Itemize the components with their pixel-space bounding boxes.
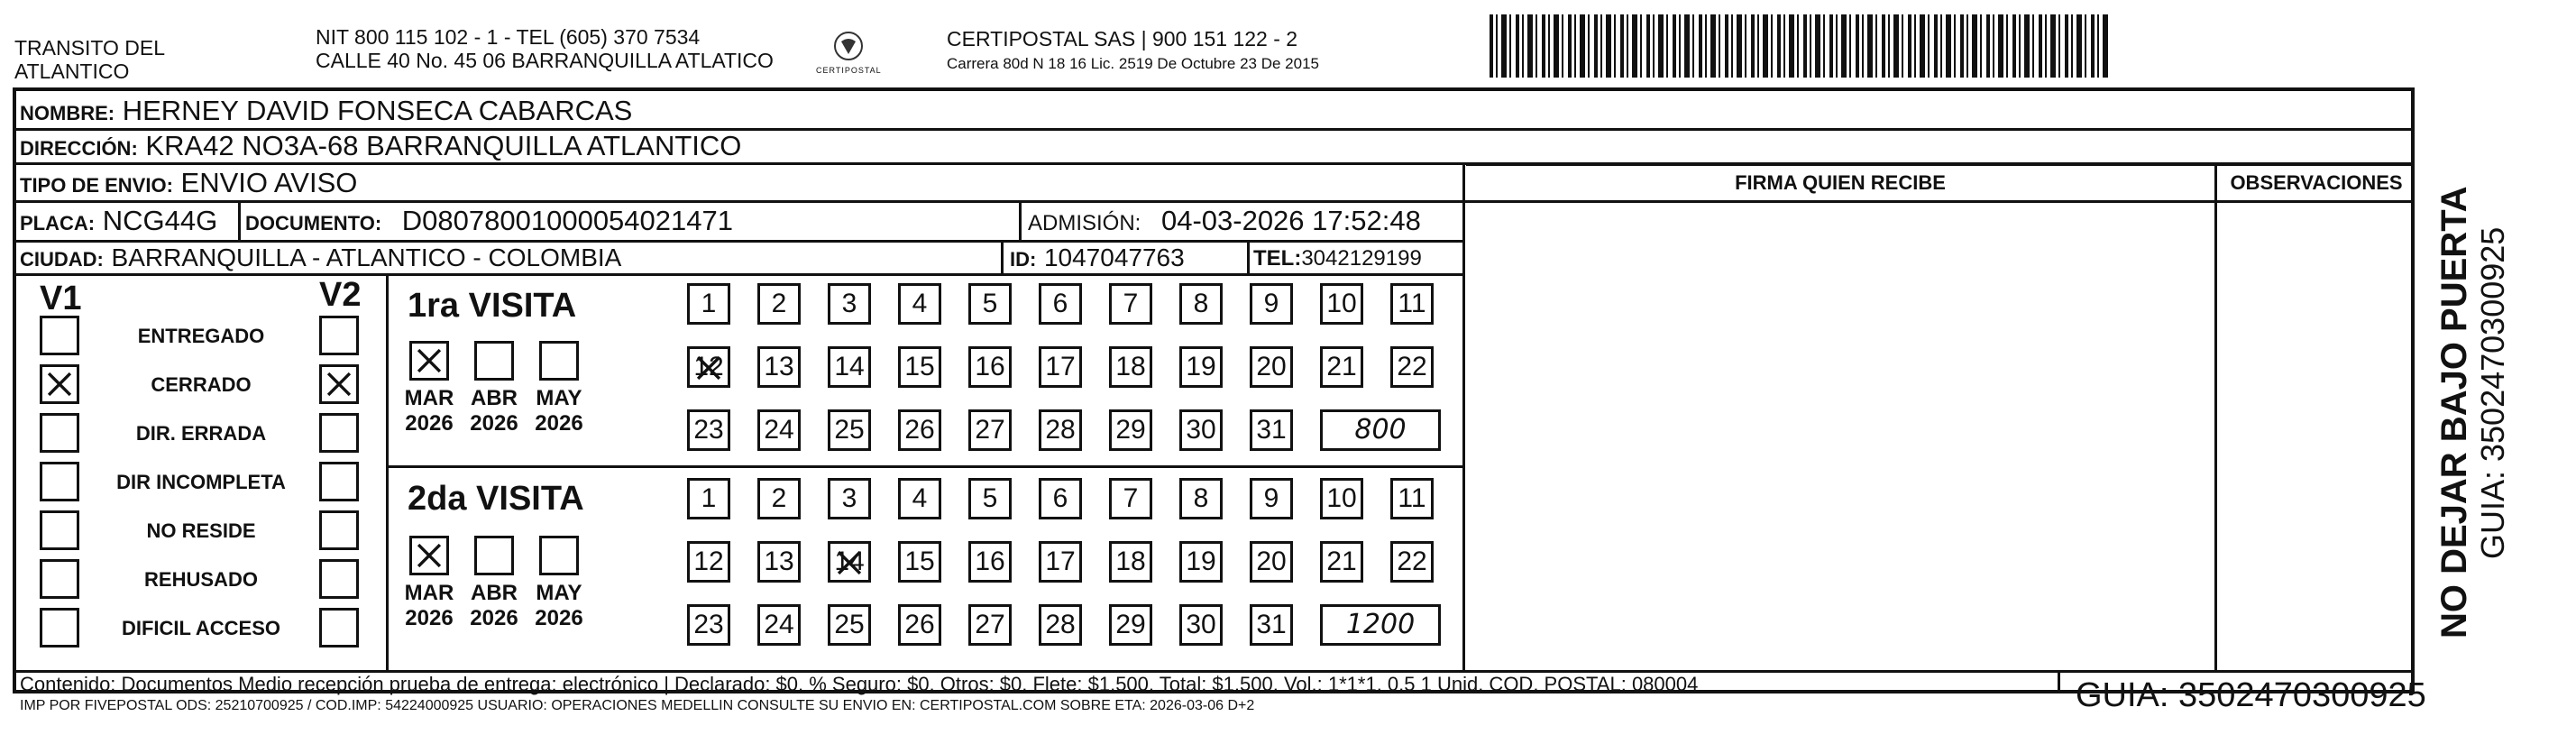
- day-box[interactable]: 3: [828, 478, 871, 519]
- day-box[interactable]: 30: [1179, 409, 1223, 451]
- firma-header: FIRMA QUIEN RECIBE: [1735, 171, 1946, 194]
- placa-value: NCG44G: [102, 205, 218, 236]
- status-label: DIR INCOMPLETA: [116, 471, 286, 493]
- day-box[interactable]: 30: [1179, 604, 1223, 646]
- day-box[interactable]: 2: [757, 478, 801, 519]
- direccion-row: [20, 131, 741, 164]
- documento-value: D08078001000054021471: [401, 205, 733, 236]
- rule: [13, 200, 2415, 203]
- day-box[interactable]: 28: [1039, 604, 1082, 646]
- day-box[interactable]: 18: [1109, 346, 1152, 388]
- v2-checkbox[interactable]: [319, 364, 359, 404]
- v2-checkbox[interactable]: [319, 608, 359, 648]
- v1-checkbox[interactable]: [40, 364, 79, 404]
- day-box[interactable]: 15: [898, 346, 941, 388]
- logo-text: CERTIPOSTAL: [816, 66, 882, 75]
- admision-cell: [1028, 206, 1421, 239]
- ciudad-cell: [20, 242, 621, 275]
- day-box[interactable]: 16: [968, 541, 1012, 583]
- company-info: [947, 27, 1319, 73]
- day-box[interactable]: 15: [898, 541, 941, 583]
- month-checkbox[interactable]: [409, 341, 449, 381]
- v2-header: V2: [319, 276, 362, 314]
- second-visit-title: 2da VISITA: [408, 480, 584, 518]
- day-box[interactable]: 4: [898, 283, 941, 325]
- day-box[interactable]: 22: [1390, 346, 1434, 388]
- day-box[interactable]: 13: [757, 541, 801, 583]
- placa-cell: [20, 206, 217, 239]
- rule: [1001, 240, 1004, 273]
- day-box[interactable]: 11: [1390, 283, 1434, 325]
- day-box[interactable]: 12: [687, 541, 730, 583]
- x-mark-icon: [44, 369, 75, 400]
- day-box[interactable]: 28: [1039, 409, 1082, 451]
- day-box[interactable]: 31: [1250, 604, 1293, 646]
- x-mark-icon: [693, 353, 724, 383]
- direccion-value: KRA42 NO3A-68 BARRANQUILLA ATLANTICO: [145, 130, 742, 161]
- v2-checkbox[interactable]: [319, 413, 359, 453]
- address-line: CALLE 40 No. 45 06 BARRANQUILLA ATLATICO: [316, 49, 774, 72]
- v1-checkbox[interactable]: [40, 559, 79, 599]
- tel-value: 3042129199: [1301, 246, 1422, 271]
- month-label: MAR 2026: [404, 386, 454, 436]
- amount-box[interactable]: 1200: [1320, 604, 1441, 646]
- day-box[interactable]: 31: [1250, 409, 1293, 451]
- status-label: DIR. ERRADA: [135, 422, 267, 445]
- day-box[interactable]: 8: [1179, 478, 1223, 519]
- v2-checkbox[interactable]: [319, 510, 359, 550]
- id-value: 1047047763: [1043, 243, 1185, 271]
- org-name: [14, 36, 165, 83]
- day-box[interactable]: 7: [1109, 283, 1152, 325]
- day-box[interactable]: 8: [1179, 283, 1223, 325]
- x-mark-icon: [834, 547, 865, 578]
- month-label: MAY 2026: [535, 581, 583, 630]
- rule: [2058, 670, 2060, 693]
- x-mark-icon: [414, 540, 445, 571]
- first-visit-title: 1ra VISITA: [408, 287, 577, 325]
- day-box[interactable]: 17: [1039, 541, 1082, 583]
- day-box[interactable]: 7: [1109, 478, 1152, 519]
- day-box[interactable]: 24: [757, 409, 801, 451]
- day-box[interactable]: 13: [757, 346, 801, 388]
- admision-value: 04-03-2026 17:52:48: [1160, 205, 1421, 236]
- month-label: MAR 2026: [404, 581, 454, 630]
- documento-label: DOCUMENTO:: [245, 212, 382, 234]
- ciudad-label: CIUDAD:: [20, 248, 104, 271]
- license-line: Carrera 80d N 18 16 Lic. 2519 De Octubre 23 De 2015: [947, 55, 1319, 72]
- logo-icon: [831, 31, 866, 61]
- contenido-text: Contenido: Documentos Medio recepción prueba de entrega: electrónico | Declarado: $0, % Seguro: $0, Otros: $0, Flete: $1,500, Total: $1,500. Vol.: 1*1*1. 0.5 1 Unid. COD. POSTAL: 080004: [20, 673, 1699, 695]
- admision-label: ADMISIÓN:: [1028, 211, 1141, 235]
- barcode: [1490, 14, 2108, 78]
- day-box[interactable]: 1: [687, 283, 730, 325]
- rule: [1019, 200, 1022, 240]
- day-box[interactable]: 20: [1250, 346, 1293, 388]
- day-value: 14: [834, 547, 865, 576]
- day-box[interactable]: 14: [828, 346, 871, 388]
- documento-cell: [245, 206, 733, 239]
- month-checkbox[interactable]: [539, 536, 579, 575]
- day-box[interactable]: 20: [1250, 541, 1293, 583]
- day-box[interactable]: 9: [1250, 283, 1293, 325]
- month-checkbox[interactable]: [474, 536, 514, 575]
- status-label: REHUSADO: [144, 568, 258, 591]
- v1-checkbox[interactable]: [40, 316, 79, 355]
- month-checkbox[interactable]: [539, 341, 579, 381]
- x-mark-icon: [324, 369, 354, 400]
- nit-line: NIT 800 115 102 - 1 - TEL (605) 370 7534: [316, 25, 701, 49]
- day-box[interactable]: 2: [757, 283, 801, 325]
- rule: [2214, 164, 2217, 670]
- v2-checkbox[interactable]: [319, 462, 359, 501]
- month-checkbox[interactable]: [409, 536, 449, 575]
- rule: [1462, 164, 1465, 670]
- x-mark-icon: [414, 345, 445, 376]
- day-box[interactable]: 9: [1250, 478, 1293, 519]
- footer-guia: GUIA: 3502470300925: [2076, 676, 2426, 714]
- status-label: DIFICIL ACCESO: [121, 617, 280, 639]
- day-box[interactable]: 24: [757, 604, 801, 646]
- v1-checkbox[interactable]: [40, 608, 79, 648]
- v1-checkbox[interactable]: [40, 462, 79, 501]
- day-box[interactable]: 5: [968, 283, 1012, 325]
- v1-checkbox[interactable]: [40, 510, 79, 550]
- day-value: 12: [693, 352, 724, 381]
- status-label: CERRADO: [151, 373, 252, 396]
- tipo-label: TIPO DE ENVIO:: [20, 174, 173, 197]
- day-box[interactable]: 4: [898, 478, 941, 519]
- rule: [386, 273, 389, 670]
- day-box[interactable]: [828, 541, 871, 583]
- day-box[interactable]: 21: [1320, 346, 1363, 388]
- side-guia: GUIA: 3502470300925: [2474, 226, 2511, 559]
- id-cell: [1010, 242, 1185, 275]
- month-checkbox[interactable]: [474, 341, 514, 381]
- day-box[interactable]: 3: [828, 283, 871, 325]
- month-label: MAY 2026: [535, 386, 583, 436]
- day-box[interactable]: [687, 346, 730, 388]
- certipostal-logo: [816, 31, 881, 75]
- day-box[interactable]: 25: [828, 409, 871, 451]
- status-label: NO RESIDE: [146, 519, 256, 542]
- side-warning: NO DEJAR BAJO PUERTA: [2434, 186, 2474, 638]
- day-box[interactable]: 11: [1390, 478, 1434, 519]
- rule: [238, 200, 241, 240]
- day-box[interactable]: 16: [968, 346, 1012, 388]
- day-box[interactable]: 23: [687, 409, 730, 451]
- day-box[interactable]: 26: [898, 604, 941, 646]
- day-box[interactable]: 19: [1179, 541, 1223, 583]
- day-box[interactable]: 19: [1179, 346, 1223, 388]
- rule: [388, 465, 1462, 468]
- v2-checkbox[interactable]: [319, 559, 359, 599]
- tipo-row: [20, 168, 357, 201]
- v2-checkbox[interactable]: [319, 316, 359, 355]
- day-box[interactable]: 29: [1109, 604, 1152, 646]
- day-box[interactable]: 18: [1109, 541, 1152, 583]
- org-line-1: TRANSITO DEL: [14, 36, 165, 60]
- day-box[interactable]: 6: [1039, 478, 1082, 519]
- day-box[interactable]: 22: [1390, 541, 1434, 583]
- amount-box[interactable]: 800: [1320, 409, 1441, 451]
- day-box[interactable]: 29: [1109, 409, 1152, 451]
- day-box[interactable]: 10: [1320, 478, 1363, 519]
- nombre-label: NOMBRE:: [20, 102, 115, 124]
- day-box[interactable]: 10: [1320, 283, 1363, 325]
- v1-checkbox[interactable]: [40, 413, 79, 453]
- day-box[interactable]: 1: [687, 478, 730, 519]
- month-label: ABR 2026: [470, 581, 518, 630]
- day-box[interactable]: 25: [828, 604, 871, 646]
- day-box[interactable]: 23: [687, 604, 730, 646]
- nombre-row: [20, 96, 632, 129]
- day-box[interactable]: 21: [1320, 541, 1363, 583]
- ciudad-value: BARRANQUILLA - ATLANTICO - COLOMBIA: [111, 243, 622, 271]
- tel-cell: [1253, 243, 1422, 274]
- day-box[interactable]: 6: [1039, 283, 1082, 325]
- tipo-value: ENVIO AVISO: [180, 167, 358, 198]
- placa-label: PLACA:: [20, 212, 96, 234]
- rule: [1466, 164, 2415, 166]
- month-label: ABR 2026: [470, 386, 518, 436]
- day-box[interactable]: 26: [898, 409, 941, 451]
- day-box[interactable]: 27: [968, 604, 1012, 646]
- id-label: ID:: [1010, 248, 1037, 271]
- day-box[interactable]: 17: [1039, 346, 1082, 388]
- direccion-label: DIRECCIÓN:: [20, 137, 138, 160]
- org-line-2: ATLANTICO: [14, 60, 130, 83]
- company-line: CERTIPOSTAL SAS | 900 151 122 - 2: [947, 27, 1298, 51]
- imp-text: IMP POR FIVEPOSTAL ODS: 25210700925 / COD.IMP: 54224000925 USUARIO: OPERACIONES MEDELLIN CONSULTE SU ENVIO EN: CERTIPOSTAL.COM SOBRE ETA: 2026-03-06 D+2: [20, 698, 1255, 713]
- nombre-value: HERNEY DAVID FONSECA CABARCAS: [122, 95, 633, 126]
- v1-header: V1: [40, 280, 82, 317]
- day-box[interactable]: 27: [968, 409, 1012, 451]
- org-contact: [316, 25, 774, 72]
- rule: [1247, 240, 1250, 273]
- day-box[interactable]: 5: [968, 478, 1012, 519]
- tel-label: TEL:: [1253, 246, 1302, 271]
- observaciones-header: OBSERVACIONES: [2230, 171, 2403, 194]
- status-label: ENTREGADO: [137, 325, 265, 347]
